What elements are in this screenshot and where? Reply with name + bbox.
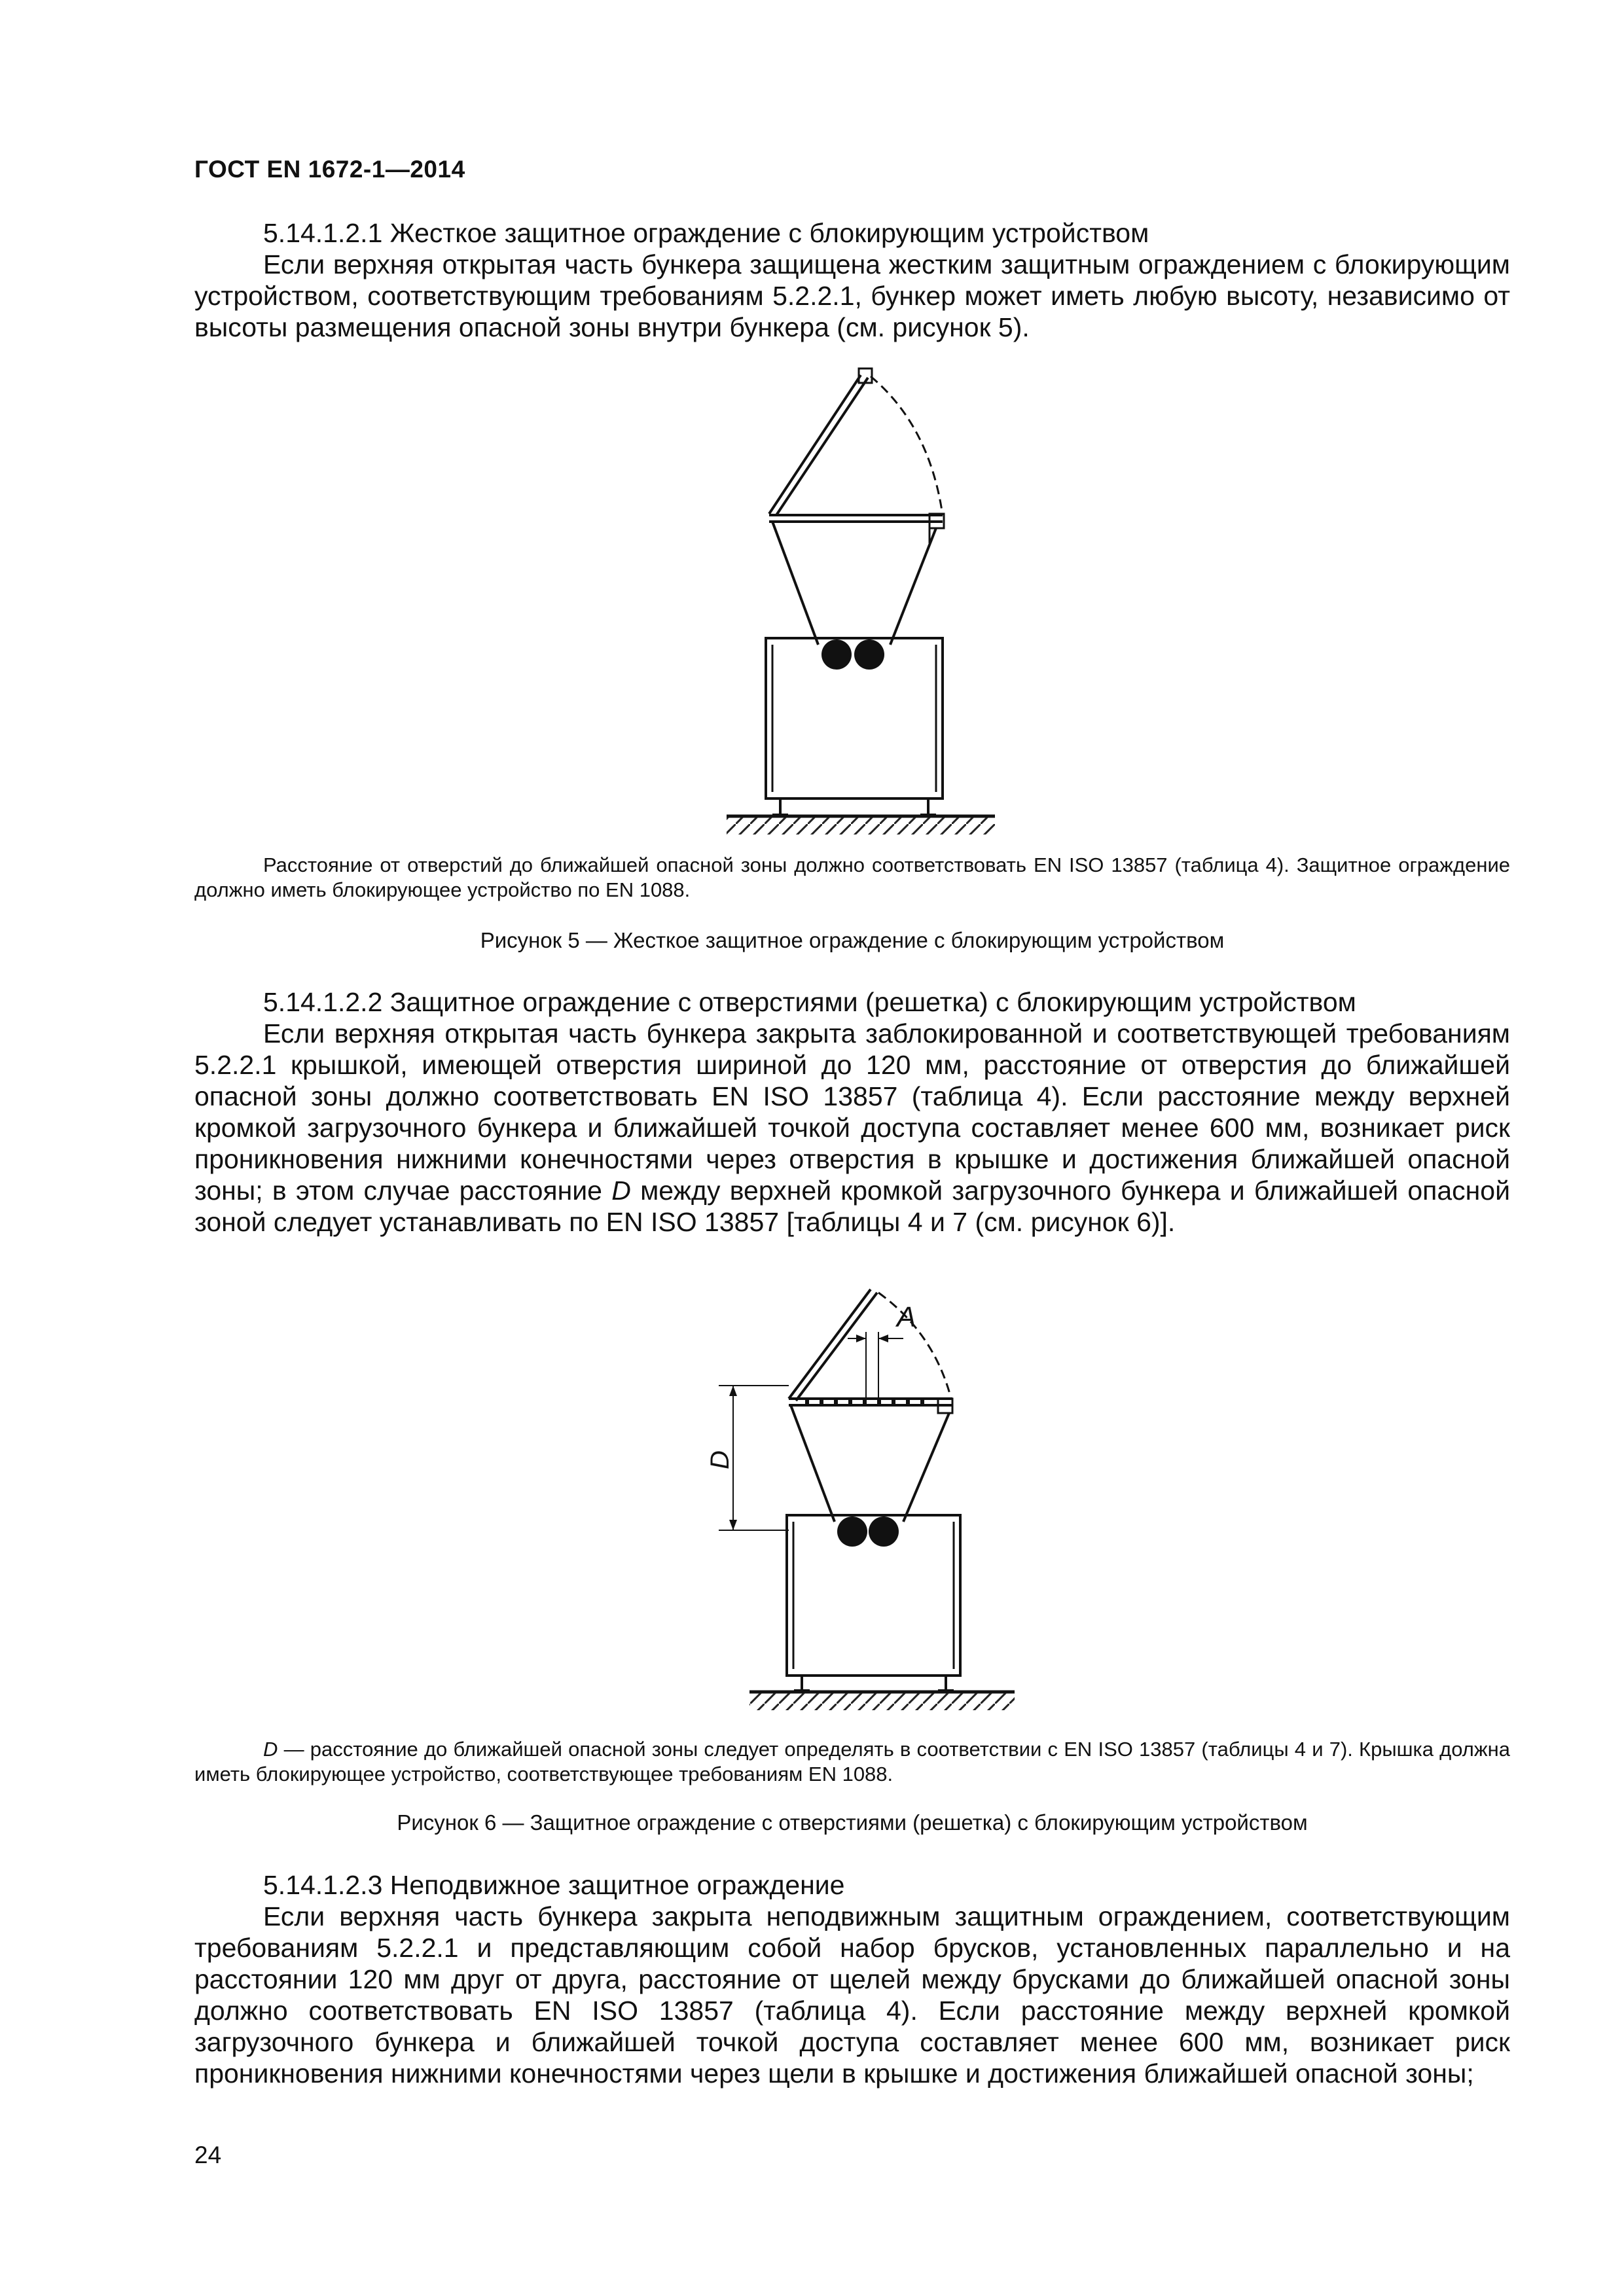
section-heading: 5.14.1.2.1 Жесткое защитное ограждение с блокирующим устройством — [263, 218, 1149, 248]
section-body: Если верхняя часть бункера закрыта неподвижным защитным ограждением, соответствующим требованиям 5.2.2.1 и представляющим собой набор брусков, установленных параллельно и на расстоянии 120 мм друг от друга, расстояние от щелей между брусками до ближайшей опасной зоны должно соответствовать EN ISO 13857 (таблица 4). Если расстояние между верхней кромкой загрузочного бункера и ближайшей точкой доступа составляет менее 600 мм, возникает риск проникновения нижними конечностями через щели в крышке и достижения ближайшей опасной зоны; — [194, 1901, 1510, 2089]
section-5-14-1-2-2 — [194, 986, 1510, 1238]
section-heading: 5.14.1.2.3 Неподвижное защитное ограждение — [263, 1870, 845, 1900]
figure-6-drawing — [707, 1286, 1034, 1744]
symbol-d: D — [263, 1738, 278, 1761]
figure-5-note: Расстояние от отверстий до ближайшей опасной зоны должно соответствовать EN ISO 13857 (таблица 4). Защитное ограждение должно иметь блокирующее устройство по EN 1088. — [194, 853, 1510, 901]
page-number: 24 — [194, 2142, 222, 2168]
section-5-14-1-2-1 — [194, 217, 1510, 343]
section-body: Если верхняя открытая часть бункера защищена жестким защитным ограждением с блокирующим устройством, соответствующим требованиям 5.2.2.1, бункер может иметь любую высоту, независимо от высоты размещения опасной зоны внутри бункера (см. рисунок 5). — [194, 249, 1510, 342]
figure-6-note: D — расстояние до ближайшей опасной зоны следует определять в соответствии с EN ISO 13857 (таблицы 4 и 7). Крышка должна иметь блокирующее устройство, соответствующее требованиям EN 1088. — [194, 1738, 1510, 1785]
document-header: ГОСТ EN 1672-1—2014 — [194, 156, 465, 183]
section-body: Если верхняя открытая часть бункера закрыта заблокированной и соответствующей требованиям 5.2.2.1 крышкой, имеющей отверстия шириной до 120 мм, расстояние от отверстия до ближайшей опасной зоны должно соответствовать EN ISO 13857 (таблица 4). Если расстояние между верхней кромкой загрузочного бункера и ближайшей точкой доступа составляет менее 600 мм, возникает риск проникновения нижними конечностями через отверстия в крышке и достижения ближайшей опасной зоны; в этом случае расстояние D между верхней кромкой загрузочного бункера и ближайшей опасной зоной следует устанавливать по EN ISO 13857 [таблицы 4 и 7 (см. рисунок 6)]. — [194, 1018, 1510, 1237]
section-5-14-1-2-3 — [194, 1869, 1510, 2089]
symbol-d: D — [611, 1175, 631, 1206]
figure-5-drawing — [707, 363, 1021, 841]
dimension-label-a: A — [897, 1301, 916, 1333]
section-heading: 5.14.1.2.2 Защитное ограждение с отверстиями (решетка) с блокирующим устройством — [263, 987, 1356, 1017]
dimension-label-d: D — [706, 1450, 734, 1469]
figure-6-caption: Рисунок 6 — Защитное ограждение с отверстиями (решетка) с блокирующим устройством — [397, 1810, 1308, 1835]
figure-5-caption: Рисунок 5 — Жесткое защитное ограждение с блокирующим устройством — [480, 928, 1225, 952]
